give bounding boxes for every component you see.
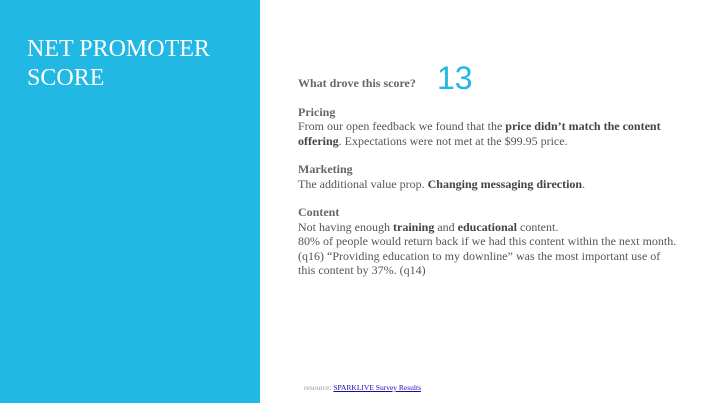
source-link[interactable]: SPARKLIVE Survey Results [333, 383, 422, 392]
section-content [298, 205, 678, 278]
source-label: resource: [304, 383, 332, 392]
section-heading: Content [298, 205, 340, 219]
section-body: The additional value prop. Changing messaging direction. [298, 176, 586, 191]
sidebar-panel [0, 0, 260, 403]
page-title: NET PROMOTER SCORE [27, 36, 210, 91]
nps-score-value: 13 [437, 60, 473, 96]
section-body: From our open feedback we found that the price didn’t match the content offering. Expectations were not met at the $99.95 price. [298, 119, 661, 148]
section-heading: Pricing [298, 104, 336, 119]
section-body: Not having enough training and educational content. [298, 219, 559, 234]
score-question: What drove this score? [298, 76, 416, 90]
section-heading: Marketing [298, 162, 353, 176]
section-marketing [298, 162, 678, 191]
source-note [304, 383, 421, 392]
main-content [298, 76, 678, 292]
section-extra: 80% of people would return back if we had this content within the next month.(q16) “Providing education to my downline” was the most important use of this content by 37%. (q14) [298, 234, 677, 277]
section-pricing [298, 105, 678, 149]
